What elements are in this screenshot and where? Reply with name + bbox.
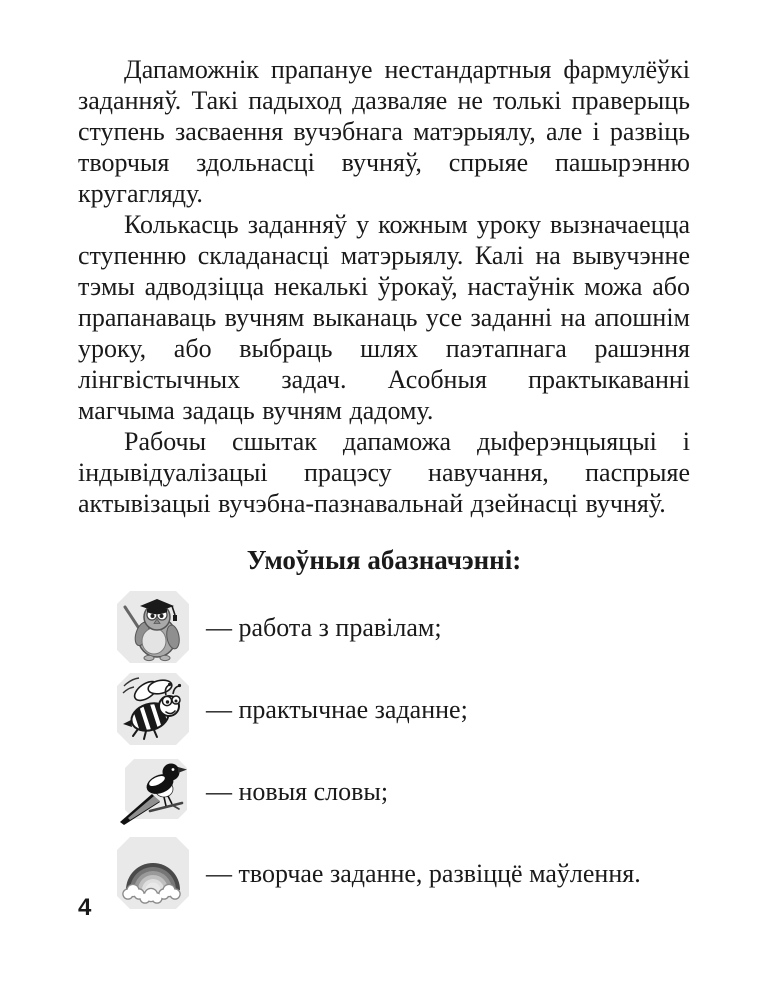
legend-label-words: — новыя словы; <box>206 776 389 806</box>
rainbow-icon <box>116 836 190 910</box>
intro-text <box>78 54 690 519</box>
magpie-icon <box>116 754 190 828</box>
paragraph-2: Колькасць заданняў у кожным уроку вызначаецца ступенню складанасці матэрыялу. Калі на вывучэнне тэмы адводзіцца некалькі ўрокаў, настаўнік можа або прапанаваць вучням выканаць усе заданні на апошнім уроку, або выбраць шлях паэтапнага рашэння лінгвістычных задач. Асобныя практыкаванні магчыма задаць вучням дадому. <box>78 210 690 425</box>
paragraph-1: Дапаможнік прапануе нестандартныя фармулёўкі заданняў. Такі падыход дазваляе не толькі праверыць ступень засваення вучэбнага матэрыялу, але і развіць творчыя здольнасці вучняў, спрыяе пашырэнню кругагляду. <box>78 55 690 208</box>
legend-item-creative <box>116 836 690 910</box>
legend-heading: Умоўныя абазначэнні: <box>246 545 522 575</box>
legend-item-practice <box>116 672 690 746</box>
paragraph-3: Рабочы сшытак дапаможа дыферэнцыяцыі і індывідуалізацыі працэсу навучання, паспрыяе актывізацыі вучэбна-пазнавальнай дзейнасці вучняў. <box>78 427 690 518</box>
legend-item-words <box>116 754 690 828</box>
legend-item-rules <box>116 590 690 664</box>
bee-icon <box>116 672 190 746</box>
legend-label-practice: — практычнае заданне; <box>206 694 468 724</box>
legend-label-rules: — работа з правілам; <box>206 612 442 642</box>
legend <box>116 590 690 910</box>
legend-label-creative: — творчае заданне, развіццё маўлення. <box>206 858 641 888</box>
owl-graduate-icon <box>116 590 190 664</box>
page-number: 4 <box>78 894 92 921</box>
